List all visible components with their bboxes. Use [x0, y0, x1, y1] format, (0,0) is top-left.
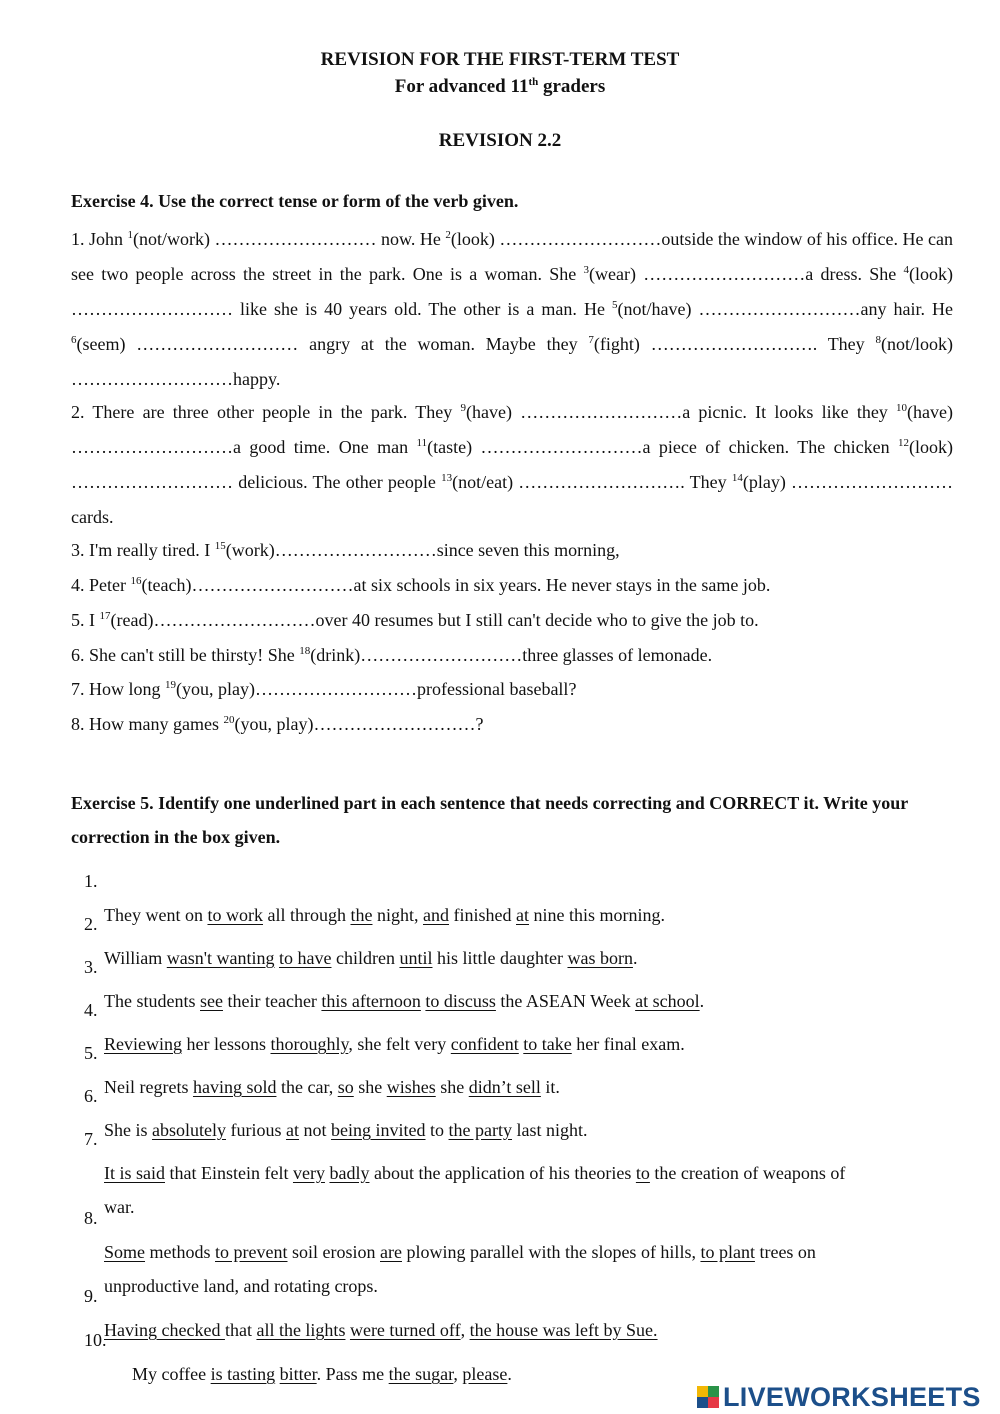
sentence-fragment: children	[331, 948, 400, 968]
sentence-fragment: plowing parallel with the slopes of hills,	[401, 1242, 701, 1262]
item-number: 1.	[84, 871, 98, 891]
revision-label: REVISION 2.2	[438, 130, 562, 151]
underlined-option[interactable]: to take	[523, 1034, 572, 1054]
item-number: 6.	[84, 1086, 98, 1106]
sentence-fragment: her lessons	[182, 1034, 271, 1054]
sentence-fragment: his little daughter	[432, 948, 568, 968]
exercise-5-item	[84, 1079, 954, 1140]
item-number: 8.	[84, 1208, 98, 1228]
sentence-fragment: methods	[145, 1242, 216, 1262]
sentence-fragment: .	[507, 1364, 512, 1384]
answer-blank-18[interactable]: ………………………	[360, 645, 523, 665]
liveworksheets-logo	[697, 1380, 981, 1414]
underlined-option[interactable]: this afternoon	[321, 991, 421, 1011]
underlined-option[interactable]: to discuss	[425, 991, 496, 1011]
answer-blank-2[interactable]: ………………………	[499, 229, 662, 249]
sentence-fragment: They went on	[104, 905, 208, 925]
item-number: 4.	[84, 1000, 98, 1020]
underlined-option[interactable]: thoroughly	[270, 1034, 349, 1054]
underlined-option[interactable]: until	[399, 948, 433, 968]
underlined-option[interactable]: Some	[104, 1242, 146, 1262]
underlined-option[interactable]: wasn't wanting	[166, 948, 275, 968]
item-number: 2.	[84, 914, 98, 934]
sentence-fragment: ,	[453, 1364, 463, 1384]
sentence-fragment: She is	[104, 1120, 153, 1140]
underlined-option[interactable]: absolutely	[152, 1120, 227, 1140]
exercise-5-item	[84, 1323, 954, 1384]
exercise-4-sentence-5: 5. I $^{17}$(read)………………………over 40 resumes but I still can't decide who to give the job to.	[71, 610, 759, 630]
sentence-fragment: not	[299, 1120, 332, 1140]
answer-blank-11[interactable]: ………………………	[480, 437, 643, 457]
sentence-fragment: night,	[372, 905, 423, 925]
answer-blank-17[interactable]: ………………………	[153, 610, 316, 630]
sentence-fragment: that Einstein felt	[165, 1163, 293, 1183]
underlined-option[interactable]: and	[423, 905, 449, 925]
sentence-fragment: to	[425, 1120, 449, 1140]
exercise-5-item	[84, 1036, 954, 1097]
sentence-fragment: .	[632, 948, 638, 968]
logo-text: LIVEWORKSHEETS	[723, 1381, 981, 1412]
answer-blank-10[interactable]: ………………………	[71, 437, 233, 457]
answer-blank-5[interactable]: ………………………	[698, 299, 861, 319]
exercise-5-item	[84, 1201, 954, 1296]
exercise-4-paragraph-2: 2. There are three other people in the park. They $^9$(have) ………………………a picnic. It looks like they $^{10}$(have) ………………………a good time. One man $^{11}$(taste) ………………………a piece of chicken. The chicken $^{12}$(look) ……………………… delicious. The other people $^{13}$(not/eat) ………………………. They $^{14}$(play) ……………………… cards.	[71, 402, 954, 527]
exercise-5-item	[84, 993, 954, 1054]
answer-blank-7[interactable]: ………………………	[650, 334, 813, 354]
underlined-option[interactable]: confident	[450, 1034, 519, 1054]
sentence-fragment: the ASEAN Week	[495, 991, 636, 1011]
answer-blank-19[interactable]: ………………………	[254, 679, 417, 699]
item-number: 5.	[84, 1043, 98, 1063]
underlined-option[interactable]: are	[380, 1242, 402, 1262]
answer-blank-8[interactable]: ………………………	[71, 369, 233, 389]
underlined-option[interactable]: were turned off	[349, 1320, 461, 1340]
exercise-4-title: Exercise 4. Use the correct tense or form of the verb given.	[71, 191, 519, 211]
sentence-fragment: about the application of his theories	[369, 1163, 636, 1183]
sentence-fragment: My coffee	[132, 1364, 211, 1384]
sentence-fragment: , she felt very	[348, 1034, 451, 1054]
exercise-5-item	[84, 907, 954, 968]
underlined-option[interactable]: to prevent	[215, 1242, 288, 1262]
underlined-option[interactable]: at school	[635, 991, 700, 1011]
underlined-option[interactable]: is tasting	[210, 1364, 276, 1384]
exercise-4-sentence-7: 7. How long $^{19}$(you, play)………………………professional baseball?	[71, 679, 577, 699]
sentence-fragment: nine this morning.	[529, 905, 665, 925]
sentence-fragment: she	[353, 1077, 387, 1097]
answer-blank-1[interactable]: ………………………	[214, 229, 377, 249]
answer-blank-12[interactable]: ………………………	[71, 472, 233, 492]
sentence-fragment: The students	[104, 991, 200, 1011]
exercise-5-item	[84, 864, 954, 925]
exercise-5-item	[84, 950, 954, 1011]
sentence-fragment: it.	[540, 1077, 560, 1097]
sentence-fragment: her final exam.	[571, 1034, 685, 1054]
answer-blank-3[interactable]: ………………………	[643, 264, 806, 284]
sentence-fragment: the car,	[276, 1077, 338, 1097]
underlined-option[interactable]: see	[200, 991, 223, 1011]
sentence-fragment: .	[699, 991, 705, 1011]
exercise-4-sentence-8: 8. How many games $^{20}$(you, play)………………………?	[71, 714, 484, 734]
underlined-option[interactable]: bitter	[279, 1364, 317, 1384]
exercise-4-paragraph-1: 1. John $^1$(not/work) ……………………… now. He $^2$(look) ………………………outside the window of his office. He can see two people across the street in the park. One is a woman. She $^3$(wear) ………………………a dress. She $^4$(look) ……………………… like she is 40 years old. The other is a man. He $^5$(not/have) ………………………any hair. He $^6$(seem) ……………………… angry at the woman. Maybe they $^7$(fight) ………………………. They $^8$(not/look) ………………………happy.	[71, 229, 953, 389]
underlined-option[interactable]: to have	[279, 948, 332, 968]
underlined-option[interactable]: didn’t sell	[468, 1077, 541, 1097]
underlined-option[interactable]: so	[337, 1077, 354, 1097]
underlined-option[interactable]: to	[635, 1163, 650, 1183]
item-number: 10.	[84, 1330, 107, 1350]
answer-blank-15[interactable]: ………………………	[274, 540, 437, 560]
underlined-option[interactable]: at	[516, 905, 529, 925]
sentence-fragment: furious	[226, 1120, 287, 1140]
sentence-fragment: she	[435, 1077, 469, 1097]
underlined-option[interactable]: the house was left by Sue.	[469, 1320, 658, 1340]
exercise-5-title: Exercise 5. Identify one underlined part in each sentence that needs correcting and CORRECT it. Write your correction in the box given.	[71, 793, 908, 847]
underlined-option[interactable]: the	[350, 905, 373, 925]
answer-blank-9[interactable]: ………………………	[520, 402, 683, 422]
underlined-option[interactable]: very	[292, 1163, 325, 1183]
sentence-fragment: finished	[449, 905, 516, 925]
item-number: 9.	[84, 1286, 98, 1306]
sentence-fragment: trees on	[754, 1242, 816, 1262]
underlined-option[interactable]: please	[462, 1364, 508, 1384]
sentence-fragment: William	[104, 948, 167, 968]
underlined-option[interactable]: the sugar	[388, 1364, 454, 1384]
item-number: 3.	[84, 957, 98, 977]
sentence-fragment: the creation of weapons of	[649, 1163, 846, 1183]
underlined-option[interactable]: Having checked	[104, 1320, 225, 1340]
logo-grid-icon	[697, 1386, 719, 1408]
sentence-fragment: ,	[460, 1320, 470, 1340]
underlined-option[interactable]: was born	[567, 948, 633, 968]
sentence-fragment: Neil regrets	[104, 1077, 193, 1097]
item-number: 7.	[84, 1129, 98, 1149]
underlined-option[interactable]: the party	[448, 1120, 513, 1140]
answer-blank-14[interactable]: ………………………	[791, 472, 954, 492]
sentence-fragment: their teacher	[222, 991, 322, 1011]
answer-blank-6[interactable]: ………………………	[136, 334, 299, 354]
underlined-option[interactable]: having sold	[192, 1077, 277, 1097]
exercise-4-sentence-4: 4. Peter $^{16}$(teach)………………………at six schools in six years. He never stays in the same job.	[71, 575, 771, 595]
sentence-continuation: war.	[104, 1197, 135, 1217]
sentence-fragment: soil erosion	[287, 1242, 380, 1262]
underlined-option[interactable]: at	[286, 1120, 300, 1140]
underlined-option[interactable]: to work	[207, 905, 263, 925]
worksheet-title: REVISION FOR THE FIRST-TERM TEST	[320, 49, 680, 70]
answer-blank-16[interactable]: ………………………	[191, 575, 354, 595]
worksheet-subtitle: For advanced 11th graders	[394, 76, 606, 97]
exercise-5-item	[84, 1122, 954, 1217]
underlined-option[interactable]: Reviewing	[104, 1034, 182, 1054]
underlined-option[interactable]: wishes	[386, 1077, 436, 1097]
answer-blank-4[interactable]: ………………………	[71, 299, 233, 319]
exercise-4-sentence-3: 3. I'm really tired. I $^{15}$(work)………………………since seven this morning,	[71, 540, 620, 560]
sentence-continuation: unproductive land, and rotating crops.	[104, 1276, 378, 1296]
sentence-fragment: all through	[262, 905, 351, 925]
sentence-fragment: . Pass me	[316, 1364, 389, 1384]
sentence-fragment: that	[224, 1320, 257, 1340]
underlined-option[interactable]: all the lights	[256, 1320, 346, 1340]
underlined-option[interactable]: badly	[329, 1163, 370, 1183]
sentence-fragment: last night.	[512, 1120, 588, 1140]
underlined-option[interactable]: being invited	[331, 1120, 426, 1140]
underlined-option[interactable]: to plant	[700, 1242, 755, 1262]
answer-blank-13[interactable]: ………………………	[518, 472, 681, 492]
exercise-4-sentence-6: 6. She can't still be thirsty! She $^{18}$(drink)………………………three glasses of lemonade.	[71, 645, 713, 665]
underlined-option[interactable]: It is said	[104, 1163, 165, 1183]
answer-blank-20[interactable]: ………………………	[313, 714, 476, 734]
